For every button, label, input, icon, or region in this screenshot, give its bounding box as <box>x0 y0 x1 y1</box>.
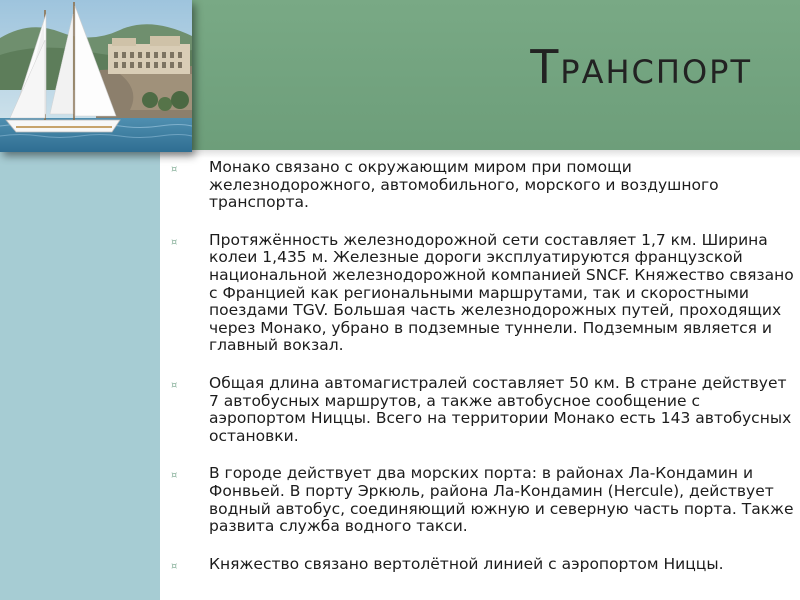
yacht-photo <box>0 0 192 152</box>
slide-title: Транспорт <box>530 40 752 94</box>
header-shadow <box>160 150 800 158</box>
list-item <box>165 465 795 535</box>
bullet-text: Монако связано с окружающим миром при помощи железнодорожного, автомобильного, морского и воздушного транспорта. <box>209 158 719 212</box>
bullet-text: Общая длина автомагистралей составляет 50 км. В стране действует 7 автобусных маршрутов, а также автобусное сообщение с аэропортом Ниццы. Всего на территории Монако есть 143 автобусных остановки. <box>209 373 792 445</box>
list-item <box>165 375 795 445</box>
yacht-photo-image <box>0 0 192 152</box>
bullet-text: Княжество связано вертолётной линией с аэропортом Ниццы. <box>209 554 724 573</box>
list-item <box>165 232 795 355</box>
list-item <box>165 159 795 212</box>
bullet-icon: ¤ <box>171 164 178 175</box>
bullet-text: В городе действует два морских порта: в районах Ла-Кондамин и Фонвьей. В порту Эркюль, района Ла-Кондамин (Hercule), действует водный автобус, соединяющий южную и северную часть порта. Также развита служба водного такси. <box>209 464 794 536</box>
bullet-list <box>165 159 795 593</box>
bullet-icon: ¤ <box>171 560 178 572</box>
bullet-text: Протяжённость железнодорожной сети составляет 1,7 км. Ширина колеи 1,435 м. Железные дороги эксплуатируются французской национальной железнодорожной компанией SNCF. Княжество связано с Францией как региональными маршрутами, так и скоростными поездами TGV. Большая часть железнодорожных путей, проходящих через Монако, убрано в подземные туннели. Подземным является и главный вокзал. <box>209 230 794 355</box>
list-item <box>165 556 795 574</box>
bullet-icon: ¤ <box>171 470 178 482</box>
bullet-icon: ¤ <box>171 236 178 248</box>
bullet-icon: ¤ <box>171 379 178 391</box>
